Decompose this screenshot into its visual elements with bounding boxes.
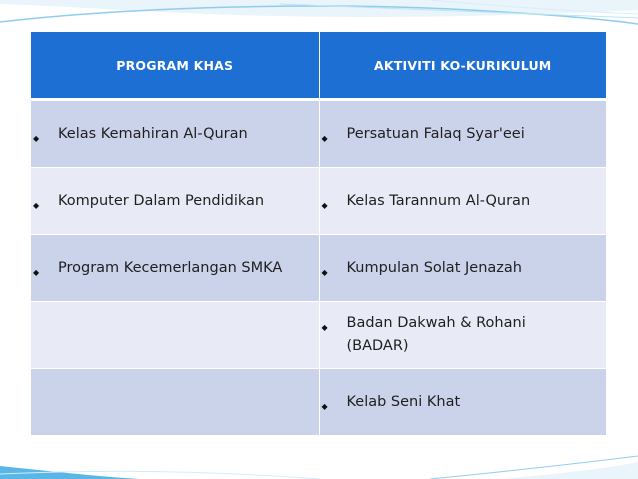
cell-text: Kelab Seni Khat xyxy=(346,393,461,410)
bullet-icon: ◆ xyxy=(321,402,328,411)
table-cell xyxy=(319,369,606,436)
bullet-icon: ◆ xyxy=(321,201,328,210)
header-program-khas: PROGRAM KHAS xyxy=(31,32,319,100)
table-cell xyxy=(319,302,606,369)
table-row xyxy=(31,168,606,235)
bullet-icon: ◆ xyxy=(321,323,328,332)
cell-text: Kelas Kemahiran Al-Quran xyxy=(58,125,248,142)
bullet-icon: ◆ xyxy=(33,134,40,143)
table-cell xyxy=(31,235,319,302)
cell-text: Kelas Tarannum Al-Quran xyxy=(346,192,531,209)
table-row xyxy=(31,235,606,302)
bullet-icon: ◆ xyxy=(321,268,328,277)
table-cell xyxy=(31,168,319,235)
bullet-icon: ◆ xyxy=(33,268,40,277)
cell-text: Persatuan Falaq Syar'eei xyxy=(346,125,525,142)
table-cell xyxy=(319,168,606,235)
cell-text-line1: Badan Dakwah & Rohani xyxy=(346,315,526,331)
table-header-row xyxy=(31,32,606,100)
table-cell xyxy=(319,100,606,168)
cell-text: Komputer Dalam Pendidikan xyxy=(58,192,265,209)
table-cell-empty xyxy=(31,302,319,369)
bullet-icon: ◆ xyxy=(321,134,328,143)
table-cell xyxy=(31,100,319,168)
table-row xyxy=(31,369,606,436)
bullet-icon: ◆ xyxy=(33,201,40,210)
table-row xyxy=(31,302,606,369)
cell-text-line2: (BADAR) xyxy=(346,338,409,354)
cell-text: Program Kecemerlangan SMKA xyxy=(58,259,283,276)
table-cell xyxy=(319,235,606,302)
header-aktiviti-ko-kurikulum: AKTIVITI KO-KURIKULUM xyxy=(319,32,606,100)
cell-text: Kumpulan Solat Jenazah xyxy=(346,259,522,276)
table-row xyxy=(31,100,606,168)
table-cell-empty xyxy=(31,369,319,436)
program-table xyxy=(31,32,606,436)
